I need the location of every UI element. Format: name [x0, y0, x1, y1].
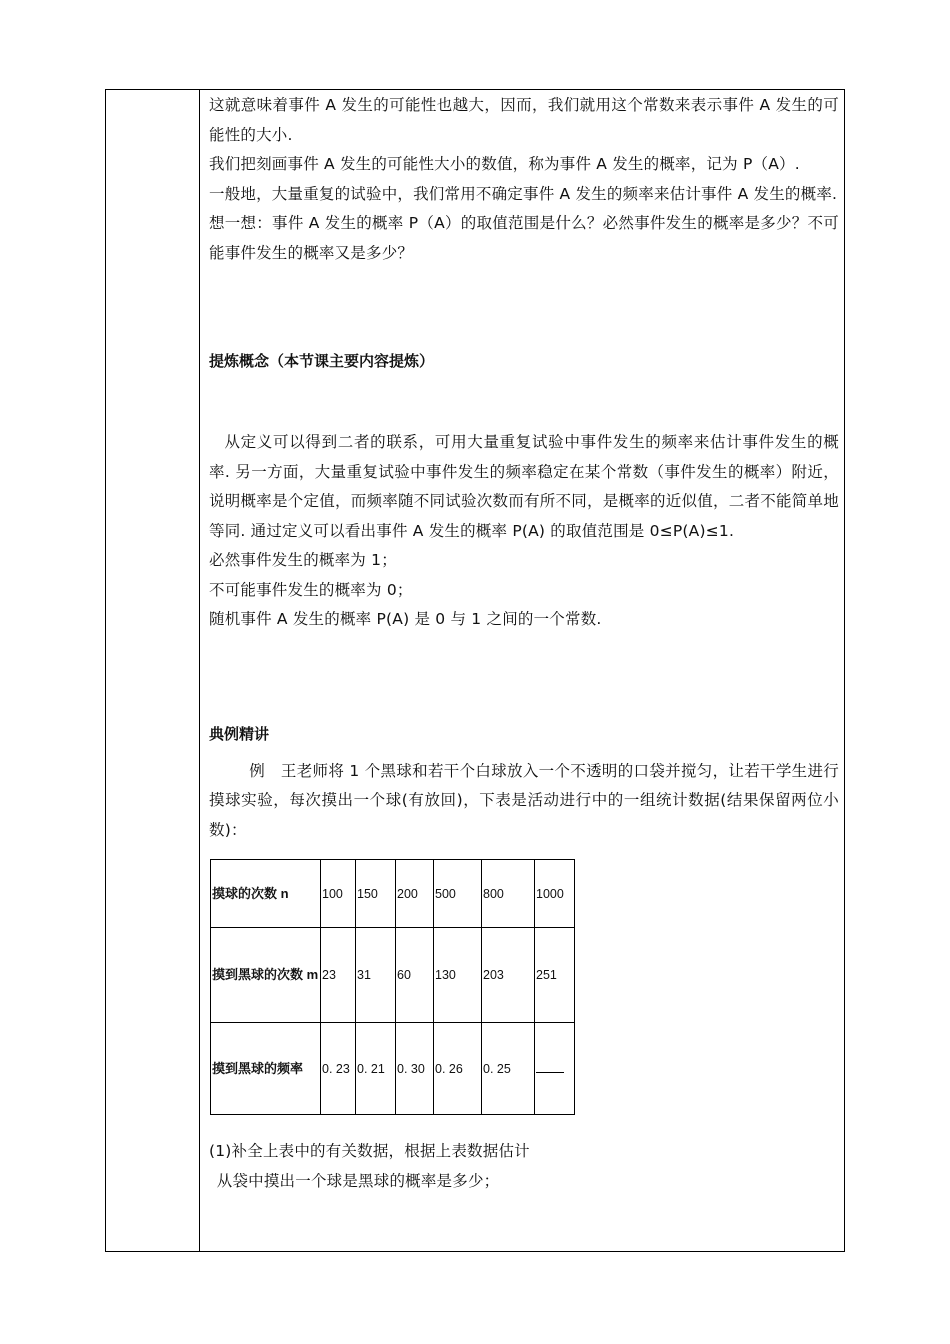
column-divider — [199, 90, 200, 1251]
table-cell: 100 — [321, 860, 356, 928]
section-title-concept: 提炼概念（本节课主要内容提炼） — [209, 352, 435, 370]
answer-blank — [536, 1062, 564, 1073]
table-cell: 203 — [482, 928, 535, 1023]
question-line: (1)补全上表中的有关数据，根据上表数据估计 — [209, 1142, 530, 1160]
paragraph: 必然事件发生的概率为 1； — [209, 551, 397, 569]
table-cell: 31 — [356, 928, 396, 1023]
table-cell: 251 — [535, 928, 575, 1023]
table-cell — [535, 1023, 575, 1115]
table-row — [211, 1023, 575, 1115]
table-cell: 0. 30 — [396, 1023, 434, 1115]
content-cell — [209, 90, 839, 1196]
paragraph: 不可能事件发生的概率为 0； — [209, 580, 413, 599]
stats-table — [210, 859, 575, 1115]
question-line: 从袋中摸出一个球是黑球的概率是多少； — [216, 1171, 500, 1190]
table-cell: 0. 23 — [321, 1023, 356, 1115]
table-row — [211, 860, 575, 928]
example-text: 例 王老师将 1 个黑球和若干个白球放入一个不透明的口袋并搅匀，让若干学生进行摸球实验，每次摸出一个球(有放回)，下表是活动进行中的一组统计数据(结果保留两位小数)： — [209, 761, 839, 839]
section-title-examples: 典例精讲 — [209, 724, 270, 743]
table-cell: 130 — [434, 928, 482, 1023]
table-row — [211, 928, 575, 1023]
row-label: 摸到黑球的频率 — [211, 1023, 321, 1115]
row-label: 摸球的次数 n — [211, 860, 321, 928]
table-cell: 0. 21 — [356, 1023, 396, 1115]
lesson-table — [105, 89, 845, 1252]
table-cell: 500 — [434, 860, 482, 928]
table-cell: 1000 — [535, 860, 575, 928]
table-cell: 0. 25 — [482, 1023, 535, 1115]
table-cell: 200 — [396, 860, 434, 928]
paragraph: 从定义可以得到二者的联系，可用大量重复试验中事件发生的频率来估计事件发生的概率. 另一方面，大量重复试验中事件发生的频率稳定在某个常数（事件发生的概率）附近，说明概率是个定值，而频率随不同试验次数而有所不同，是概率的近似值，二者不能简单地等同. 通过定义可以看出事件 A 发生的概率 P(A) 的取值范围是 0≤P(A)≤1. — [209, 433, 839, 540]
table-cell: 0. 26 — [434, 1023, 482, 1115]
paragraph: 这就意味着事件 A 发生的可能性也越大，因而，我们就用这个常数来表示事件 A 发生的可能性的大小. — [209, 96, 839, 144]
paragraph: 随机事件 A 发生的概率 P(A) 是 0 与 1 之间的一个常数. — [209, 610, 602, 628]
row-label: 摸到黑球的次数 m — [211, 928, 321, 1023]
table-cell: 23 — [321, 928, 356, 1023]
paragraph: 我们把刻画事件 A 发生的可能性大小的数值，称为事件 A 发生的概率，记为 P（A）. — [209, 155, 800, 173]
table-cell: 150 — [356, 860, 396, 928]
paragraph: 一般地，大量重复的试验中，我们常用不确定事件 A 发生的频率来估计事件 A 发生的概率. — [209, 184, 838, 203]
table-cell: 800 — [482, 860, 535, 928]
paragraph: 想一想：事件 A 发生的概率 P（A）的取值范围是什么？必然事件发生的概率是多少？不可能事件发生的概率又是多少？ — [209, 214, 839, 262]
table-cell: 60 — [396, 928, 434, 1023]
